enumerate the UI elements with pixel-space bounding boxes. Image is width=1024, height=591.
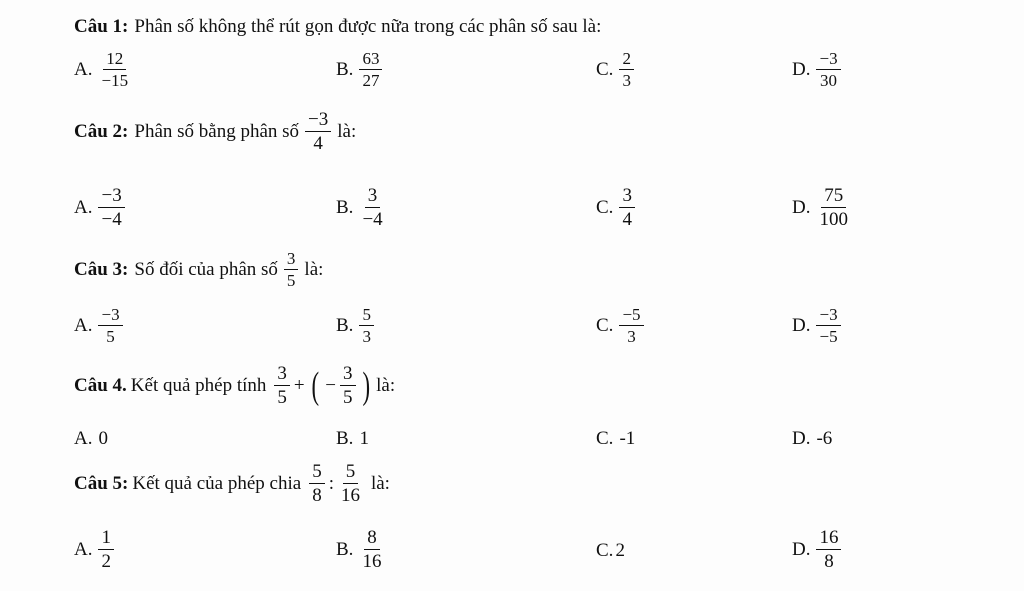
option-letter: A. <box>74 538 93 560</box>
numerator: 63 <box>359 50 382 70</box>
q1-option-d <box>792 50 841 89</box>
q1-option-c <box>596 50 634 89</box>
denominator: −15 <box>101 71 129 90</box>
question-1-label: Câu 1: <box>74 16 129 37</box>
option-letter: B. <box>336 58 354 80</box>
numerator: 1 <box>98 528 114 550</box>
denominator: 8 <box>312 485 322 506</box>
numerator: −3 <box>98 186 124 208</box>
numerator: −3 <box>98 306 122 326</box>
q4-option-d <box>792 428 832 450</box>
denominator: 4 <box>622 209 632 230</box>
question-1 <box>74 16 601 38</box>
numerator: −3 <box>305 110 331 132</box>
option-letter: C. <box>596 58 614 80</box>
numerator: 3 <box>365 186 381 208</box>
numerator: 3 <box>274 364 290 386</box>
denominator: 3 <box>627 327 636 346</box>
question-3-text-after: là: <box>304 258 324 280</box>
q2-option-a <box>74 186 125 229</box>
open-paren: ( <box>311 364 319 407</box>
option-letter: C. <box>596 428 614 449</box>
option-letter: B. <box>336 538 354 560</box>
minus-sign: − <box>325 374 336 396</box>
cropped-previous-line <box>60 0 1000 6</box>
option-letter: A. <box>74 58 93 80</box>
numerator: 75 <box>821 186 846 208</box>
q2-option-b <box>336 186 386 229</box>
q1-option-a <box>74 50 131 89</box>
option-letter: B. <box>336 196 354 218</box>
denominator: −4 <box>101 209 122 230</box>
question-5-text: Kết quả của phép chia <box>132 472 302 494</box>
numerator: 3 <box>619 186 635 208</box>
question-5-text-after: là: <box>370 472 390 494</box>
question-1-text: Phân số không thể rút gọn được nữa trong các phân số sau là: <box>134 16 602 37</box>
option-value: 1 <box>359 428 369 449</box>
q3-option-d <box>792 306 841 345</box>
numerator: 16 <box>816 528 841 550</box>
option-value: -6 <box>816 428 833 449</box>
denominator: 4 <box>313 133 323 154</box>
denominator: −5 <box>819 327 838 346</box>
option-letter: D. <box>792 58 811 80</box>
denominator: 2 <box>101 551 111 572</box>
option-letter: D. <box>792 538 811 560</box>
option-letter: A. <box>74 196 93 218</box>
denominator: 100 <box>819 209 848 230</box>
denominator: 5 <box>343 387 353 408</box>
option-letter: D. <box>792 196 811 218</box>
q5-option-a <box>74 528 114 571</box>
option-value: 2 <box>615 540 625 561</box>
q5-option-b <box>336 528 384 571</box>
option-letter: C. <box>596 540 614 561</box>
option-letter: B. <box>336 428 354 449</box>
numerator: 3 <box>340 364 356 386</box>
q3-option-c <box>596 306 644 345</box>
denominator: −4 <box>362 209 383 230</box>
question-3-text: Số đối của phân số <box>134 258 278 280</box>
question-3 <box>74 250 323 289</box>
numerator: 5 <box>359 306 374 326</box>
numerator: 5 <box>343 462 359 484</box>
numerator: 5 <box>309 462 325 484</box>
division-colon: : <box>328 472 334 494</box>
denominator: 16 <box>362 551 382 572</box>
denominator: 16 <box>340 485 360 506</box>
q4-option-c <box>596 428 635 450</box>
q3-option-a <box>74 306 123 345</box>
plus-sign: + <box>293 374 305 396</box>
option-letter: D. <box>792 314 811 336</box>
q5-option-c <box>596 540 625 562</box>
q5-option-d <box>792 528 841 571</box>
q4-option-b <box>336 428 369 450</box>
question-3-label: Câu 3: <box>74 258 129 280</box>
denominator: 5 <box>286 271 296 290</box>
option-letter: B. <box>336 314 354 336</box>
question-2 <box>74 110 356 153</box>
question-4-text-after: là: <box>376 374 396 396</box>
option-value: 0 <box>98 428 108 449</box>
question-4-label: Câu 4. <box>74 374 127 396</box>
q2-option-d <box>792 186 851 229</box>
option-letter: A. <box>74 314 93 336</box>
q2-option-c <box>596 186 635 229</box>
option-letter: A. <box>74 428 93 449</box>
numerator: −3 <box>816 50 840 70</box>
question-2-text-after: là: <box>337 120 357 142</box>
numerator: −5 <box>619 306 643 326</box>
q1-option-b <box>336 50 382 89</box>
denominator: 5 <box>106 327 115 346</box>
numerator: 8 <box>364 528 380 550</box>
denominator: 30 <box>820 71 838 90</box>
denominator: 8 <box>824 551 834 572</box>
denominator: 3 <box>362 327 371 346</box>
numerator: −3 <box>816 306 840 326</box>
question-5-label: Câu 5: <box>74 472 129 494</box>
question-2-text: Phân số bằng phân số <box>134 120 300 142</box>
denominator: 3 <box>622 71 631 90</box>
option-letter: C. <box>596 314 614 336</box>
question-4 <box>74 364 395 407</box>
close-paren: ) <box>362 364 370 407</box>
numerator: 2 <box>619 50 634 70</box>
question-5 <box>74 462 390 505</box>
q4-option-a <box>74 428 108 450</box>
question-2-label: Câu 2: <box>74 120 129 142</box>
option-letter: C. <box>596 196 614 218</box>
question-4-text: Kết quả phép tính <box>130 374 267 396</box>
option-value: -1 <box>619 428 636 449</box>
numerator: 3 <box>284 250 299 270</box>
q3-option-b <box>336 306 374 345</box>
numerator: 12 <box>103 50 126 70</box>
option-letter: D. <box>792 428 811 449</box>
denominator: 5 <box>277 387 287 408</box>
denominator: 27 <box>362 71 380 90</box>
